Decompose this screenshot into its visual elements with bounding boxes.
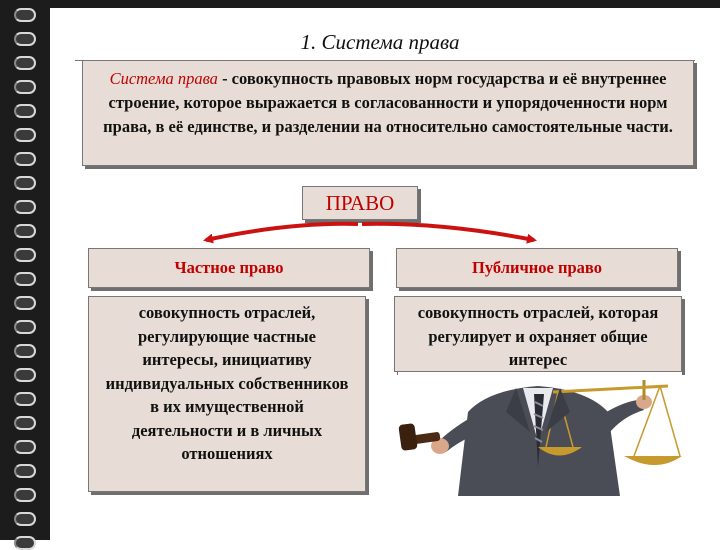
spiral-ring-icon	[14, 512, 36, 526]
spiral-ring-icon	[14, 200, 36, 214]
spiral-ring-icon	[14, 320, 36, 334]
spiral-ring-icon	[14, 128, 36, 142]
spiral-ring-icon	[14, 104, 36, 118]
spiral-ring-icon	[14, 224, 36, 238]
private-law-description: совокупность отраслей, регулирующие частные интересы, инициативу индивидуальных собственников в их имущественной деятельности и в личных отношениях	[88, 296, 366, 492]
spiral-ring-icon	[14, 80, 36, 94]
spiral-ring-icon	[14, 368, 36, 382]
public-law-description: совокупность отраслей, которая регулирует и охраняет общие интерес	[394, 296, 682, 372]
spiral-ring-icon	[14, 176, 36, 190]
arrow-left-icon	[206, 224, 358, 240]
definition-text: - совокупность правовых норм государства и её внутреннее строение, которое выражается в согласованности и упорядоченности норм права, в её единстве, и разделении на относительно самостоятельные части.	[103, 69, 673, 136]
spiral-ring-icon	[14, 344, 36, 358]
spiral-ring-icon	[14, 464, 36, 478]
spiral-ring-icon	[14, 248, 36, 262]
spiral-ring-icon	[14, 440, 36, 454]
spiral-ring-icon	[14, 272, 36, 286]
root-law-box: ПРАВО	[302, 186, 418, 220]
page-title: 1. Система права	[300, 30, 460, 54]
spiral-ring-icon	[14, 392, 36, 406]
top-binding-strip	[50, 0, 720, 8]
definition-term: Система права	[109, 69, 218, 88]
private-law-header: Частное право	[88, 248, 370, 288]
spiral-ring-icon	[14, 296, 36, 310]
spiral-ring-icon	[14, 536, 36, 550]
spiral-ring-icon	[14, 488, 36, 502]
spiral-ring-icon	[14, 416, 36, 430]
judge-with-scales-photo	[398, 372, 682, 496]
spiral-ring-icon	[14, 8, 36, 22]
definition-box	[82, 60, 694, 166]
spiral-ring-icon	[14, 56, 36, 70]
arrow-right-icon	[362, 224, 534, 240]
spiral-ring-icon	[14, 152, 36, 166]
spiral-binding-icon	[0, 0, 50, 540]
public-law-header: Публичное право	[396, 248, 678, 288]
